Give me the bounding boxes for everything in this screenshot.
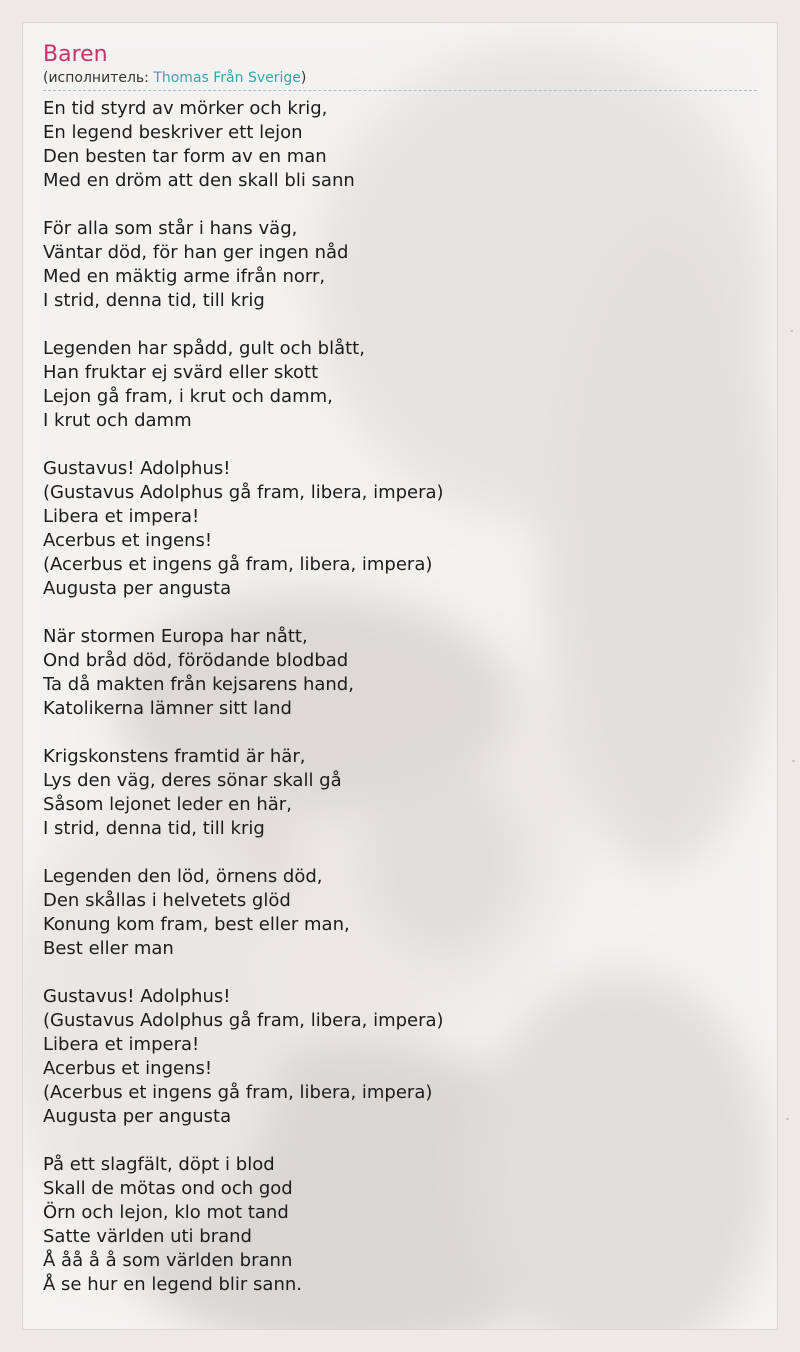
lyric-line: I strid, denna tid, till krig (43, 290, 265, 311)
lyrics-stanza (43, 865, 757, 961)
lyric-line: Å åå å å som världen brann (43, 1250, 293, 1271)
lyric-line: Krigskonstens framtid är här, (43, 746, 306, 767)
lyrics-stanza (43, 985, 757, 1129)
lyric-line: Best eller man (43, 938, 174, 959)
lyric-line: En tid styrd av mörker och krig, (43, 98, 328, 119)
lyric-line: Legenden den löd, örnens död, (43, 866, 323, 887)
lyric-line: Gustavus! Adolphus! (43, 458, 231, 479)
lyric-line: I strid, denna tid, till krig (43, 818, 265, 839)
artist-prefix: (исполнитель: (43, 70, 154, 86)
lyric-line: Konung kom fram, best eller man, (43, 914, 350, 935)
lyric-line: Katolikerna lämner sitt land (43, 698, 292, 719)
lyrics-stanza (43, 1153, 757, 1297)
lyrics-stanza (43, 97, 757, 193)
lyric-line: Ta då makten från kejsarens hand, (43, 674, 354, 695)
lyrics-card (22, 22, 778, 1330)
lyric-line: Ond bråd död, förödande blodbad (43, 650, 349, 671)
lyric-line: Gustavus! Adolphus! (43, 986, 231, 1007)
lyric-line: (Gustavus Adolphus gå fram, libera, impera) (43, 482, 444, 503)
lyric-line: Legenden har spådd, gult och blått, (43, 338, 365, 359)
lyric-line: Libera et impera! (43, 1034, 200, 1055)
lyrics-stanza (43, 457, 757, 601)
lyric-line: Å se hur en legend blir sann. (43, 1274, 302, 1295)
artist-line (43, 69, 757, 91)
lyrics-stanza (43, 337, 757, 433)
lyric-line: Lejon gå fram, i krut och damm, (43, 386, 333, 407)
lyric-line: (Acerbus et ingens gå fram, libera, impera) (43, 554, 433, 575)
lyric-line: Örn och lejon, klo mot tand (43, 1202, 289, 1223)
lyric-line: Acerbus et ingens! (43, 1058, 213, 1079)
lyrics-content (43, 41, 757, 1321)
lyric-line: För alla som står i hans väg, (43, 218, 298, 239)
lyric-line: I krut och damm (43, 410, 192, 431)
lyrics-stanza (43, 217, 757, 313)
artist-link[interactable]: Thomas Från Sverige (153, 70, 301, 86)
lyric-line: (Acerbus et ingens gå fram, libera, impera) (43, 1082, 433, 1103)
lyric-line: Med en dröm att den skall bli sann (43, 170, 355, 191)
lyric-line: En legend beskriver ett lejon (43, 122, 303, 143)
lyric-line: Augusta per angusta (43, 1106, 232, 1127)
lyric-line: Libera et impera! (43, 506, 200, 527)
lyric-line: Den besten tar form av en man (43, 146, 327, 167)
lyric-line: Väntar död, för han ger ingen nåd (43, 242, 349, 263)
lyric-line: Han fruktar ej svärd eller skott (43, 362, 319, 383)
lyric-line: Skall de mötas ond och god (43, 1178, 293, 1199)
artist-suffix: ) (300, 70, 307, 86)
lyric-line: När stormen Europa har nått, (43, 626, 308, 647)
lyrics-stanza (43, 625, 757, 721)
page-speckle (792, 760, 795, 762)
song-title: Baren (43, 42, 108, 67)
lyric-line: Lys den väg, deres sönar skall gå (43, 770, 342, 791)
lyrics-stanza (43, 745, 757, 841)
lyric-line: Såsom lejonet leder en här, (43, 794, 292, 815)
lyrics-text (43, 97, 757, 1297)
lyric-line: Den skållas i helvetets glöd (43, 890, 291, 911)
page-speckle (786, 1118, 789, 1120)
page-speckle (790, 330, 793, 332)
lyric-line: Med en mäktig arme ifrån norr, (43, 266, 326, 287)
lyric-line: På ett slagfält, döpt i blod (43, 1154, 275, 1175)
lyric-line: Acerbus et ingens! (43, 530, 213, 551)
lyric-line: Augusta per angusta (43, 578, 232, 599)
lyric-line: (Gustavus Adolphus gå fram, libera, impera) (43, 1010, 444, 1031)
lyric-line: Satte världen uti brand (43, 1226, 252, 1247)
